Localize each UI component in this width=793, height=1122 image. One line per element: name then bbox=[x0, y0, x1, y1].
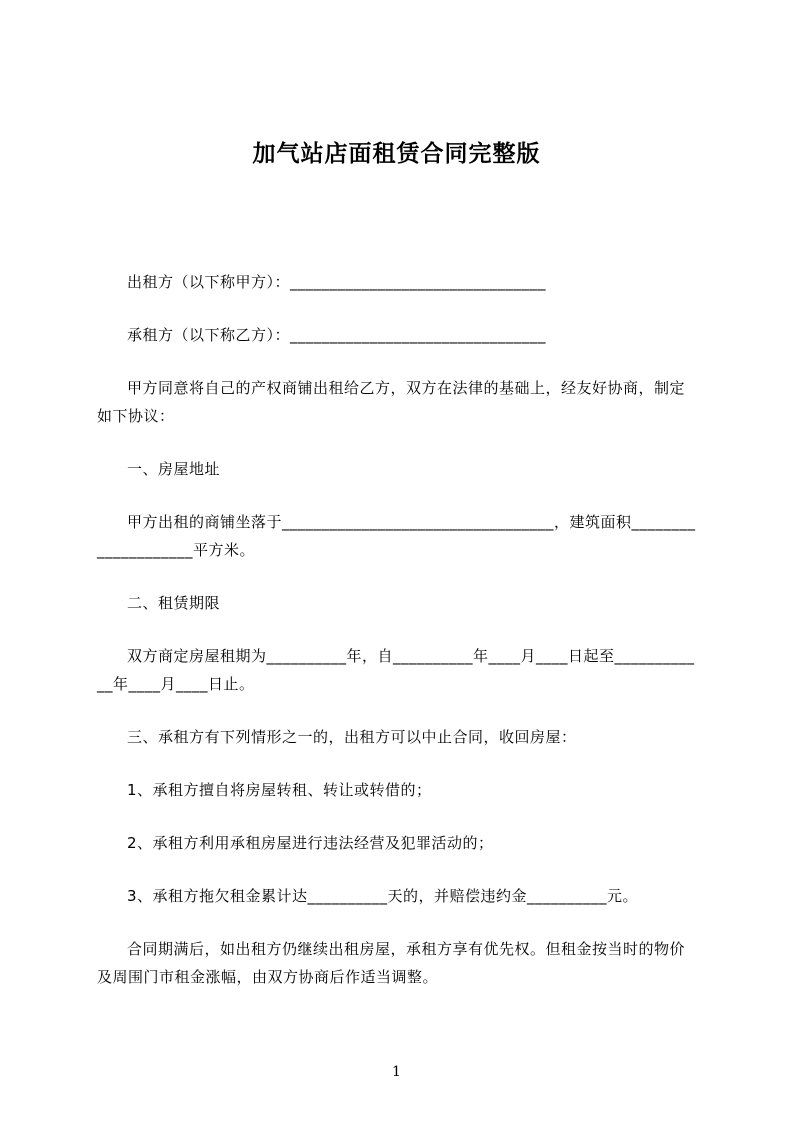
paragraph-lessor: 出租方（以下称甲方）：________________________________ bbox=[127, 273, 547, 291]
paragraph-lease-term: 双方商定房屋租期为__________年，自__________年____月____日起至____________年____月____日止。 bbox=[97, 647, 695, 693]
section-heading-termination: 三、承租方有下列情形之一的，出租方可以中止合同，收回房屋： bbox=[127, 728, 577, 746]
document-title: 加气站店面租赁合同完整版 bbox=[252, 141, 541, 167]
paragraph-termination-item-1: 1、承租方擅自将房屋转租、转让或转借的； bbox=[127, 781, 432, 799]
paragraph-lessee: 承租方（以下称乙方）：________________________________ bbox=[127, 326, 547, 344]
paragraph-termination-item-2: 2、承租方利用承租房屋进行违法经营及犯罪活动的； bbox=[127, 834, 494, 852]
paragraph-termination-item-3: 3、承租方拖欠租金累计达__________天的，并赔偿违约金__________元。 bbox=[127, 887, 639, 905]
section-heading-lease-term: 二、租赁期限 bbox=[127, 594, 221, 612]
paragraph-address: 甲方出租的商铺坐落于__________________________________，建筑面积____________________平方米。 bbox=[97, 513, 696, 559]
section-heading-address: 一、房屋地址 bbox=[127, 460, 221, 478]
page-number: 1 bbox=[392, 1064, 401, 1080]
paragraph-preamble: 甲方同意将自己的产权商铺出租给乙方，双方在法律的基础上，经友好协商，制定如下协议： bbox=[97, 379, 686, 425]
paragraph-renewal-priority: 合同期满后，如出租方仍继续出租房屋，承租方享有优先权。但租金按当时的物价及周围门市租金涨幅，由双方协商后作适当调整。 bbox=[97, 940, 686, 986]
